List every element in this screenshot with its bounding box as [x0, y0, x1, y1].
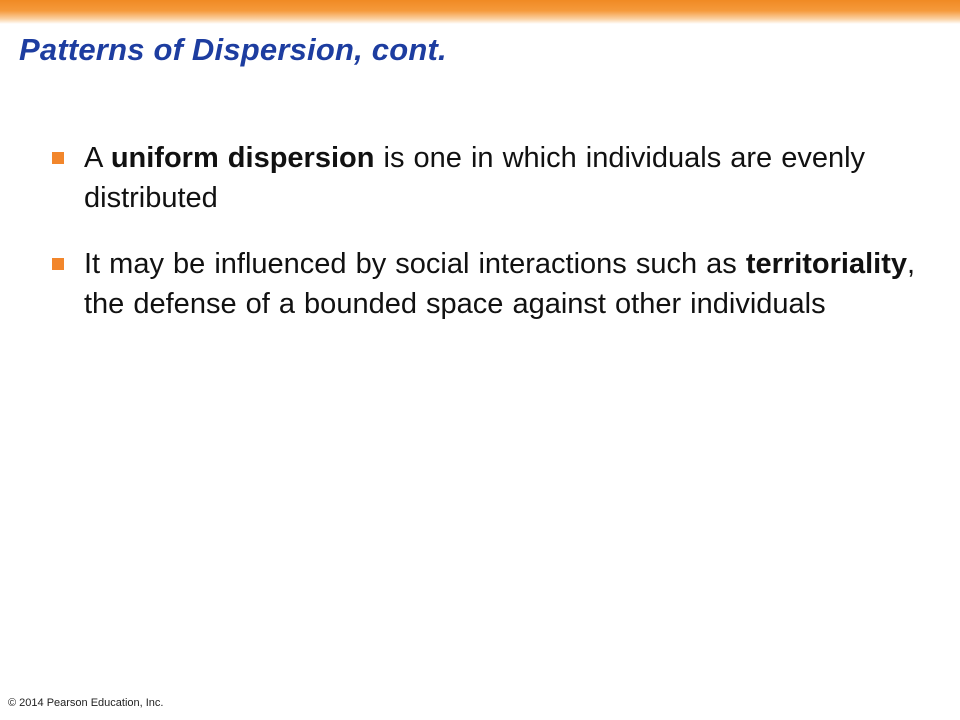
- bullet-term-bold: territoriality: [745, 248, 908, 280]
- square-bullet-icon: [52, 152, 64, 164]
- square-bullet-icon: [52, 258, 64, 270]
- bullet-text-after: is one in which individuals are evenly distributed: [84, 142, 866, 214]
- slide-title: Patterns of Dispersion, cont.: [19, 32, 447, 67]
- bullet-text-after: , the defense of a bounded space against other individuals: [84, 248, 916, 320]
- bullet-text-before: A: [84, 142, 111, 174]
- bullet-list: [48, 138, 928, 324]
- bullet-item-uniform-dispersion: [48, 138, 928, 218]
- bullet-item-territoriality: [48, 244, 928, 324]
- top-accent-bar: [0, 0, 960, 24]
- copyright-footer: © 2014 Pearson Education, Inc.: [8, 697, 164, 709]
- bullet-text-before: It may be influenced by social interactions such as: [84, 248, 746, 280]
- bullet-term-bold: uniform dispersion: [110, 142, 375, 174]
